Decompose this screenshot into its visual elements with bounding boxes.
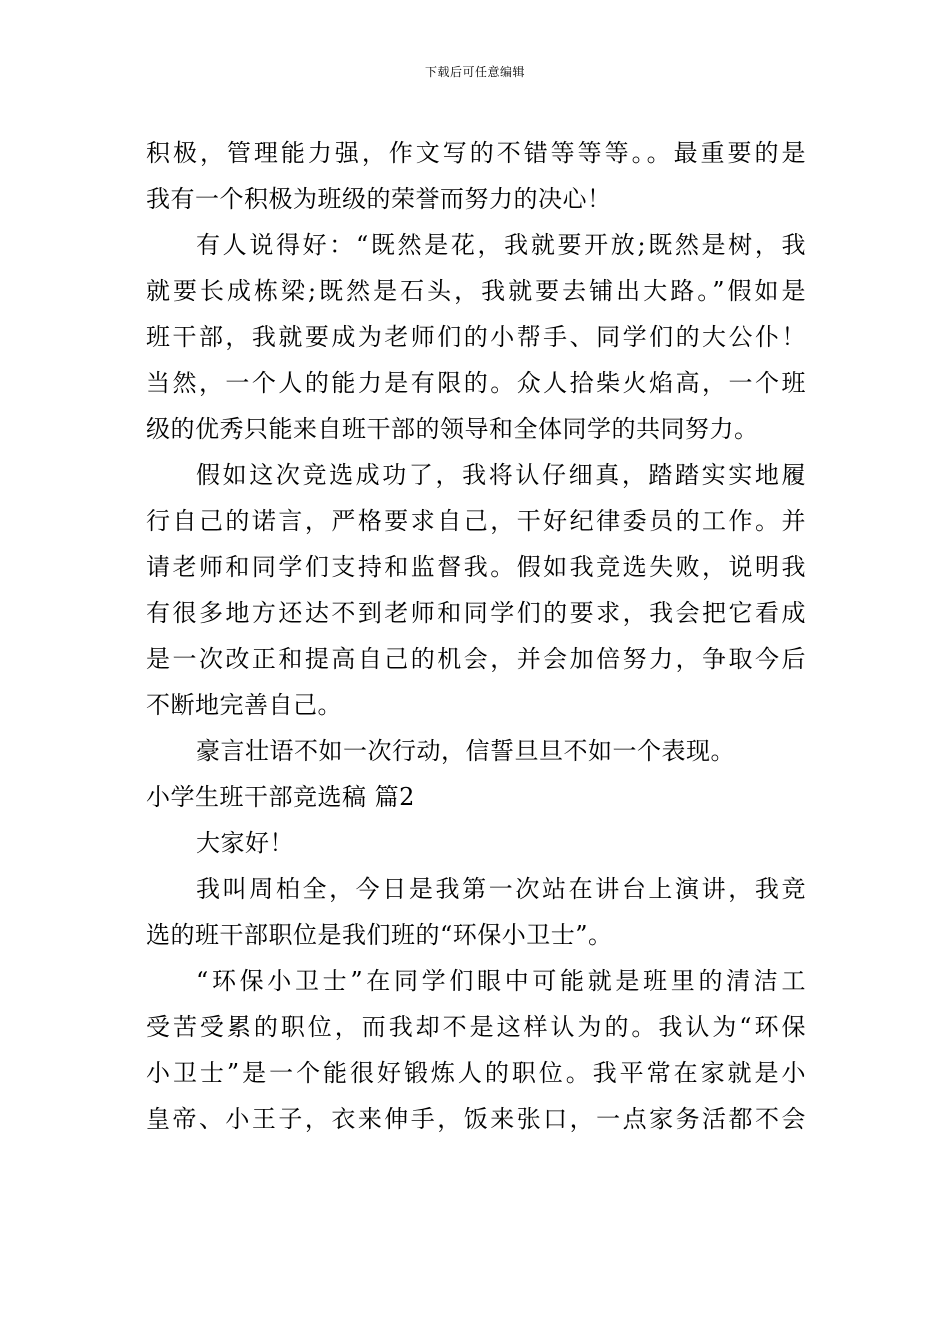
document-body xyxy=(146,130,806,1142)
page-header-watermark: 下载后可任意编辑 xyxy=(424,65,525,79)
text-line: 就要长成栋梁;既然是石头，我就要去铺出大路。”假如是 xyxy=(146,277,806,305)
text-line: 选的班干部职位是我们班的“环保小卫士”。 xyxy=(146,921,613,949)
greeting-line: 大家好！ xyxy=(196,829,294,857)
text-line: 行自己的诺言，严格要求自己，干好纪律委员的工作。并 xyxy=(146,507,806,535)
paragraph-first-line: 假如这次竞选成功了，我将认仔细真，踏踏实实地履 xyxy=(196,461,806,489)
paragraph-first-line: 我叫周柏全，今日是我第一次站在讲台上演讲，我竞 xyxy=(196,875,806,903)
text-line: 小卫士”是一个能很好锻炼人的职位。我平常在家就是小 xyxy=(146,1059,806,1087)
text-line: 班干部，我就要成为老师们的小帮手、同学们的大公仆！ xyxy=(146,323,806,351)
paragraph-first-line: 有人说得好：“既然是花，我就要开放;既然是树，我 xyxy=(196,231,806,259)
text-line: 皇帝、小王子，衣来伸手，饭来张口，一点家务活都不会 xyxy=(146,1105,806,1133)
text-line: 受苦受累的职位，而我却不是这样认为的。我认为“环保 xyxy=(146,1013,806,1041)
paragraph-first-line: 豪言壮语不如一次行动，信誓旦旦不如一个表现。 xyxy=(196,737,735,765)
text-line: 级的优秀只能来自班干部的领导和全体同学的共同努力。 xyxy=(146,415,759,443)
paragraph-first-line: “环保小卫士”在同学们眼中可能就是班里的清洁工 xyxy=(196,967,806,995)
text-line: 不断地完善自己。 xyxy=(146,691,342,719)
text-line: 我有一个积极为班级的荣誉而努力的决心！ xyxy=(146,185,612,213)
section-heading: 小学生班干部竞选稿 篇2 xyxy=(146,783,415,811)
text-line: 有很多地方还达不到老师和同学们的要求，我会把它看成 xyxy=(146,599,806,627)
text-line: 是一次改正和提高自己的机会，并会加倍努力，争取今后 xyxy=(146,645,806,673)
text-line: 积极，管理能力强，作文写的不错等等等。。最重要的是 xyxy=(146,139,806,167)
text-line: 请老师和同学们支持和监督我。假如我竞选失败，说明我 xyxy=(146,553,806,581)
text-line: 当然，一个人的能力是有限的。众人拾柴火焰高，一个班 xyxy=(146,369,806,397)
